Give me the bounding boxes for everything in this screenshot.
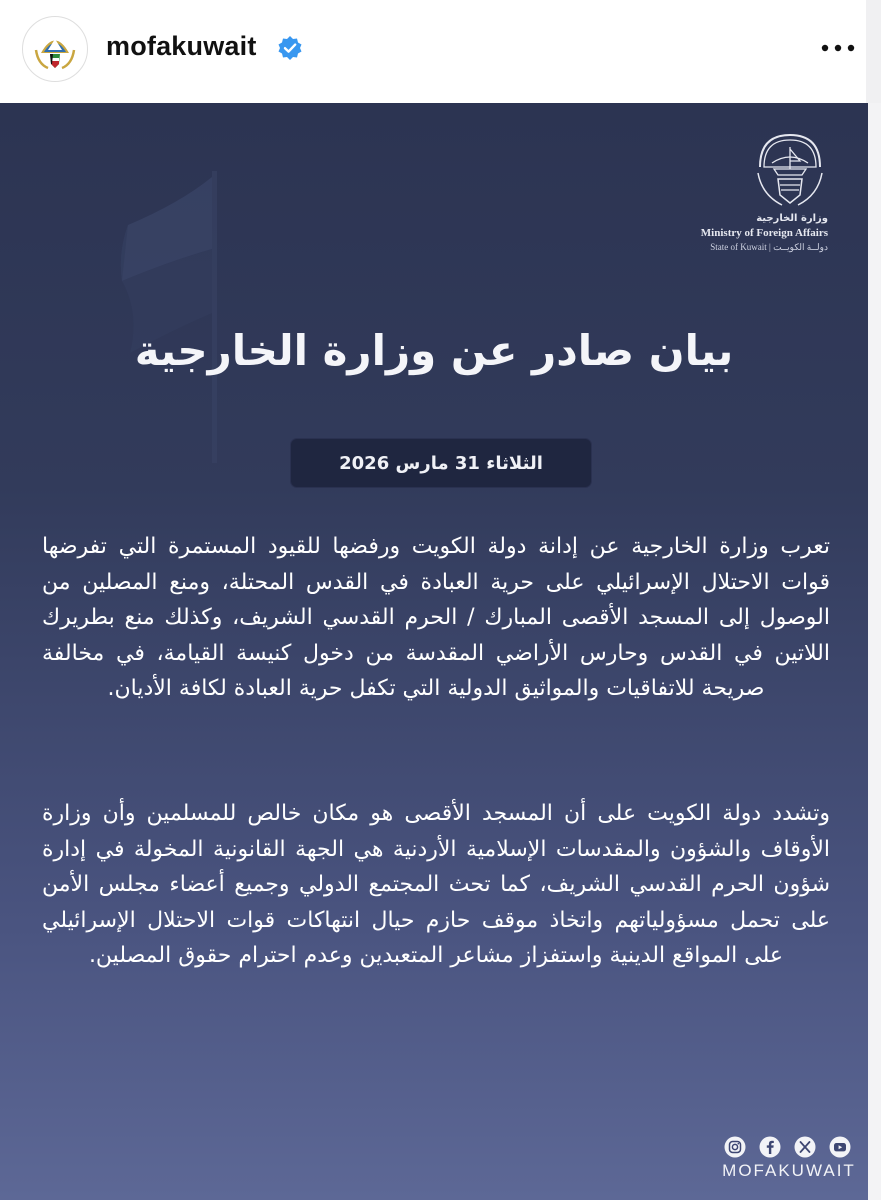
post-image — [0, 103, 868, 1200]
facebook-icon — [759, 1136, 781, 1158]
post-header — [0, 0, 881, 103]
youtube-icon — [829, 1136, 851, 1158]
scrollbar-track — [866, 0, 881, 103]
ministry-name-en: Ministry of Foreign Affairs — [700, 227, 828, 239]
verified-badge-icon — [277, 35, 303, 61]
ministry-emblem-icon — [752, 129, 828, 211]
state-divider: | — [769, 242, 774, 252]
instagram-icon — [724, 1136, 746, 1158]
date-badge — [290, 438, 592, 488]
state-name-en: State of Kuwait — [710, 242, 767, 252]
kuwait-emblem-icon — [26, 20, 84, 78]
state-name-ar: دولــة الكويــت — [773, 242, 828, 252]
avatar[interactable] — [22, 16, 88, 82]
ministry-name-ar: وزارة الخارجية — [756, 213, 828, 224]
x-icon — [794, 1136, 816, 1158]
social-icons — [724, 1136, 854, 1160]
statement-paragraph-1: تعرب وزارة الخارجية عن إدانة دولة الكويت ورفضها للقيود المستمرة التي تفرضها قوات الاحتلال الإسرائيلي على حرية العبادة في القدس المحتلة، ومنع المصلين من الوصول إلى المسجد الأقصى المبارك / الحرم القدسي الشريف، وكذلك منع بطريرك اللاتين في القدس وحارس الأراضي المقدسة من دخول كنيسة القيامة، في مخالفة صريحة للاتفاقيات والمواثيق الدولية التي تكفل حرية العبادة لكافة الأديان. — [42, 534, 830, 701]
page-title: بيان صادر عن وزارة الخارجية — [134, 326, 734, 375]
username[interactable]: mofakuwait — [106, 31, 257, 61]
statement-paragraph-2: وتشدد دولة الكويت على أن المسجد الأقصى هو مكان خالص للمسلمين وأن وزارة الأوقاف والشؤون والمقدسات الإسلامية الأردنية هي الجهة القانونية المخولة في إدارة شؤون الحرم القدسي الشريف، كما تحث المجتمع الدولي وجميع أعضاء مجلس الأمن على تحمل مسؤولياتهم واتخاذ موقف حازم حيال انتهاكات قوات الاحتلال الإسرائيلي على المواقع الدينية واستفزاز مشاعر المتعبدين وعدم احترام حقوق المصلين. — [42, 801, 830, 968]
footer-handle: MOFAKUWAIT — [722, 1161, 856, 1180]
more-horizontal-icon[interactable] — [818, 36, 858, 60]
ministry-state — [710, 242, 828, 253]
flag-background-icon — [100, 163, 260, 463]
post-side-strip — [868, 103, 881, 1200]
date-text: الثلاثاء 31 مارس 2026 — [339, 452, 543, 474]
